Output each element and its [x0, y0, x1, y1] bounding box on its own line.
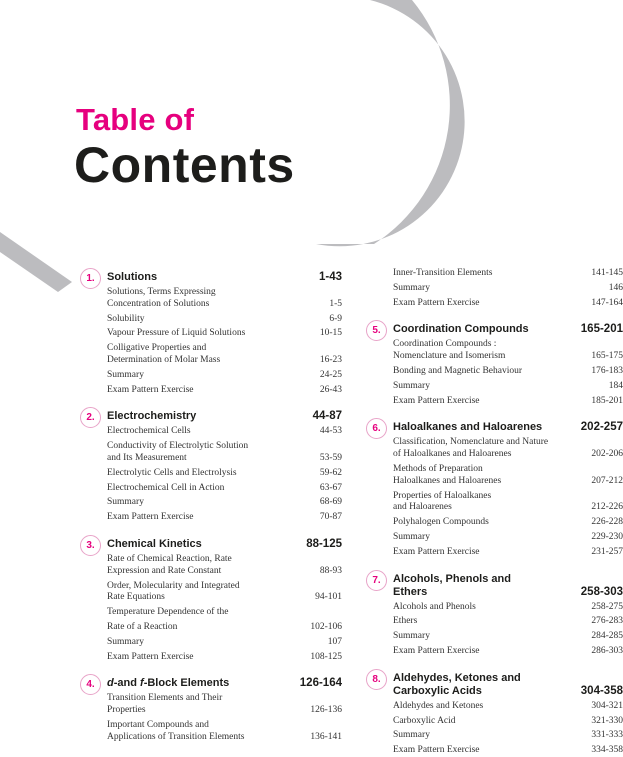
entry-title: Order, Molecularity and Integrated Rate Equations: [107, 580, 240, 603]
toc-entry: [107, 468, 342, 480]
entry-pages: 44-53: [319, 426, 342, 437]
entry-pages: 226-228: [591, 517, 623, 528]
toc-entry: [107, 441, 342, 465]
entry-pages: 108-125: [310, 651, 342, 662]
entry-pages: 165-175: [591, 351, 623, 362]
entry-pages: 107: [327, 636, 342, 647]
chapter-heading: [107, 268, 342, 284]
toc-entry: [393, 339, 623, 363]
chapter-number: 2.: [80, 407, 101, 428]
entry-pages: 231-257: [591, 546, 623, 557]
entry-title: Methods of Preparation Haloalkanes and Haloarenes: [393, 463, 502, 486]
entry-pages: 141-145: [591, 268, 623, 278]
entry-pages: 68-69: [319, 497, 342, 508]
entry-pages: 258-275: [591, 601, 623, 612]
toc-entry: [107, 328, 342, 340]
toc-entry: [107, 554, 342, 578]
entry-pages: 276-283: [591, 616, 623, 627]
entry-title: Aldehydes and Ketones: [393, 700, 484, 711]
chapter-number: 6.: [366, 418, 387, 439]
entry-title: Solutions, Terms Expressing Concentration of Solutions: [107, 287, 216, 309]
entry-title: Summary: [393, 631, 430, 642]
chapter-pages: 165-201: [580, 323, 623, 336]
entry-title: Exam Pattern Exercise: [393, 745, 480, 756]
entry-title: Classification, Nomenclature and Nature of Haloalkanes and Haloarenes: [393, 437, 549, 460]
entry-pages: 304-321: [591, 700, 623, 711]
entry-title: Summary: [393, 380, 430, 391]
toc-entry: [393, 547, 623, 559]
chapter-number: 3.: [80, 535, 101, 556]
chapter-pages: 202-257: [580, 421, 623, 434]
entry-title: Solubility: [107, 313, 145, 324]
entry-title: Coordination Compounds : Nomenclature and Isomerism: [393, 339, 506, 362]
chapter: [366, 669, 623, 757]
page-title: Contents: [74, 137, 295, 193]
entry-pages: 284-285: [591, 631, 623, 642]
chapter-number: 1.: [80, 268, 101, 289]
toc-entry: [393, 268, 623, 280]
toc-entry: [393, 646, 623, 658]
toc-entry: [107, 314, 342, 326]
toc-entry: [107, 385, 342, 397]
toc-entry: [107, 693, 342, 717]
chapter-number: 4.: [80, 674, 101, 695]
chapter-title: Haloalkanes and Haloarenes: [393, 421, 543, 434]
chapter-number: 5.: [366, 320, 387, 341]
entry-title: Exam Pattern Exercise: [393, 645, 480, 656]
entry-title: Electrolytic Cells and Electrolysis: [107, 467, 237, 478]
entry-pages: 6-9: [329, 313, 342, 324]
chapter-title: Alcohols, Phenols and Ethers: [393, 572, 511, 598]
chapter: [80, 535, 342, 663]
chapter: [80, 407, 342, 524]
toc-column-left: [80, 268, 342, 744]
toc-entry: [107, 720, 342, 744]
toc-entry: [393, 517, 623, 529]
chapter-heading: [393, 669, 623, 698]
entry-pages: 146: [608, 282, 623, 293]
entry-title: Exam Pattern Exercise: [393, 297, 480, 308]
toc-entry: [393, 701, 623, 713]
toc-entry: [393, 491, 623, 515]
toc-entry: [107, 652, 342, 664]
entry-pages: 16-23: [319, 354, 342, 365]
toc-entry: [107, 343, 342, 367]
chapter-pages: 44-87: [312, 410, 342, 423]
chapter: [366, 320, 623, 407]
entry-title: Exam Pattern Exercise: [107, 384, 194, 395]
entry-title: Bonding and Magnetic Behaviour: [393, 365, 523, 376]
toc-entry: [393, 464, 623, 488]
entry-title: Electrochemical Cell in Action: [107, 482, 225, 493]
entry-title: Ethers: [393, 616, 418, 627]
chapter-heading: [107, 674, 342, 690]
entry-title: Summary: [393, 730, 430, 741]
entry-title: Inner-Transition Elements: [393, 268, 493, 278]
entry-pages: 212-226: [591, 502, 623, 513]
chapter-title: d-and f-Block Elements: [107, 677, 230, 690]
toc-entry: [393, 745, 623, 757]
entry-pages: 229-230: [591, 531, 623, 542]
entry-pages: 63-67: [319, 482, 342, 493]
entry-pages: 286-303: [591, 645, 623, 656]
toc-entry: [393, 532, 623, 544]
chapter: [366, 418, 623, 558]
entry-title: Carboxylic Acid: [393, 715, 456, 726]
entry-pages: 321-330: [591, 715, 623, 726]
entry-title: Important Compounds and Applications of Transition Elements: [107, 719, 245, 742]
toc-entry: [393, 716, 623, 728]
chapter-title: Electrochemistry: [107, 410, 197, 423]
entry-title: Colligative Properties and Determination of Molar Mass: [107, 343, 221, 365]
toc-entry: [393, 298, 623, 310]
entry-pages: 88-93: [319, 565, 342, 576]
toc-entry: [107, 426, 342, 438]
chapter: [80, 674, 342, 743]
entry-title: Rate of a Reaction: [107, 621, 178, 632]
entry-title: Exam Pattern Exercise: [107, 512, 194, 523]
toc-entry: [393, 396, 623, 408]
entry-pages: 94-101: [315, 592, 342, 603]
chapter-title: Aldehydes, Ketones and Carboxylic Acids: [393, 671, 521, 697]
entry-pages: 59-62: [319, 467, 342, 478]
toc-entry: [107, 622, 342, 634]
toc-entry: [393, 730, 623, 742]
entry-title: Exam Pattern Exercise: [107, 651, 194, 662]
chapter-number: 7.: [366, 570, 387, 591]
chapter-number: 8.: [366, 669, 387, 690]
chapter-pages: 258-303: [580, 585, 623, 598]
toc-entry: [393, 631, 623, 643]
chapter-heading: [393, 418, 623, 434]
chapter-title: Solutions: [107, 271, 158, 283]
entry-title: Polyhalogen Compounds: [393, 517, 489, 528]
entry-pages: 24-25: [319, 369, 342, 380]
toc-entry: [107, 483, 342, 495]
entry-pages: 10-15: [319, 328, 342, 339]
entry-pages: 26-43: [319, 384, 342, 395]
chapter-pages: 1-43: [318, 271, 342, 283]
entry-pages: 53-59: [319, 452, 342, 463]
entry-title: Temperature Dependence of the: [107, 607, 229, 618]
entry-title: Alcohols and Phenols: [393, 601, 476, 612]
toc-entry: [393, 602, 623, 614]
entry-title: Vapour Pressure of Liquid Solutions: [107, 328, 246, 339]
toc-entry: [107, 512, 342, 524]
entry-title: Exam Pattern Exercise: [393, 395, 480, 406]
entry-pages: 202-206: [591, 449, 623, 460]
entry-title: Exam Pattern Exercise: [393, 546, 480, 557]
chapter-title: Coordination Compounds: [393, 323, 529, 336]
toc-entry: [393, 437, 623, 461]
chapter-heading: [393, 320, 623, 336]
entry-pages: 126-136: [310, 705, 342, 716]
entry-title: Rate of Chemical Reaction, Rate Expression and Rate Constant: [107, 553, 232, 576]
chapter-heading: [107, 535, 342, 551]
entry-pages: 102-106: [310, 621, 342, 632]
chapter: [366, 570, 623, 658]
entry-title: Summary: [393, 282, 430, 293]
entry-title: Summary: [393, 531, 430, 542]
chapter-heading: [107, 407, 342, 423]
entry-pages: 185-201: [591, 395, 623, 406]
toc-entry: [393, 366, 623, 378]
toc-entry: [107, 287, 342, 311]
entry-pages: 184: [608, 380, 623, 391]
toc-entry: [107, 497, 342, 509]
chapter-pages: 126-164: [299, 677, 342, 690]
toc-column-right: [366, 268, 623, 757]
chapter-4-continued: [366, 268, 623, 309]
entry-pages: 207-212: [591, 475, 623, 486]
entry-pages: 136-141: [310, 731, 342, 742]
entry-title: Properties of Haloalkanes and Haloarenes: [393, 490, 492, 513]
entry-pages: 1-5: [329, 298, 342, 309]
entry-pages: 331-333: [591, 730, 623, 741]
entry-title: Conductivity of Electrolytic Solution and Its Measurement: [107, 441, 249, 463]
entry-pages: 176-183: [591, 365, 623, 376]
entry-title: Electrochemical Cells: [107, 426, 191, 437]
chapter-pages: 88-125: [306, 537, 342, 550]
chapter-heading: [393, 570, 623, 599]
toc-entry: [393, 283, 623, 295]
toc-entry: [107, 607, 342, 619]
entry-pages: 334-358: [591, 745, 623, 756]
chapter: [80, 268, 342, 396]
entry-title: Summary: [107, 497, 144, 508]
entry-title: Summary: [107, 369, 144, 380]
chapter-pages: 304-358: [580, 684, 623, 697]
toc-entry: [107, 370, 342, 382]
chapter-title: Chemical Kinetics: [107, 537, 202, 550]
entry-pages: 147-164: [591, 297, 623, 308]
toc-entry: [107, 581, 342, 605]
toc-entry: [107, 637, 342, 649]
title-line-1: Table of: [76, 102, 195, 137]
entry-pages: 70-87: [319, 512, 342, 523]
toc-entry: [393, 381, 623, 393]
entry-title: Summary: [107, 636, 144, 647]
entry-title: Transition Elements and Their Properties: [107, 693, 223, 716]
toc-entry: [393, 616, 623, 628]
